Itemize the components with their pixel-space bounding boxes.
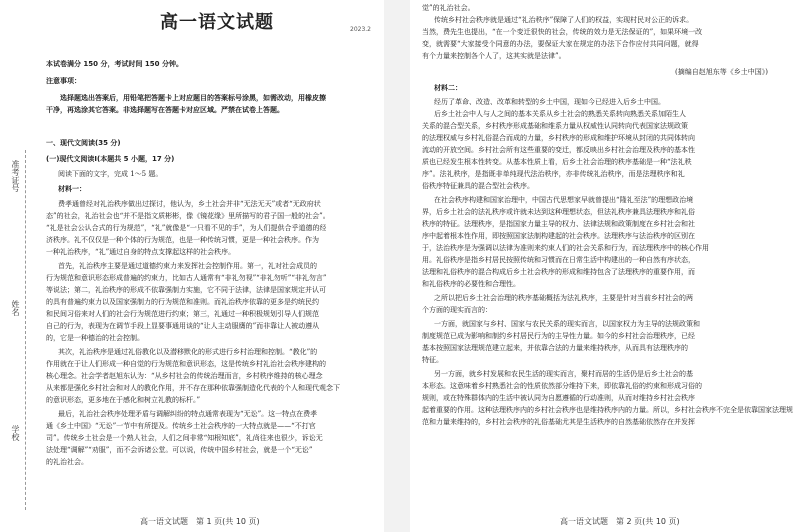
school-label: 学校 [11, 425, 20, 441]
text-line: 序中起着根本性作用，即按照国家法制构建起的社会秩序。法理秩序与法治秩序的区别在 [422, 232, 695, 240]
text-line: 之所以把后乡土社会治理的秩序基础概括为法礼秩序，主要是针对当前乡村社会的两 [434, 294, 693, 302]
text-line: 后乡土社会中人与人之间的基本关系从乡土社会的熟悉关系转向熟悉关系加陌生人 [434, 110, 686, 118]
text-line: 司”。传统乡土社会是一个熟人社会，人们之间非常“知根知底”，礼尚往来也很少，诉讼无 [46, 434, 323, 442]
text-line: 起着重要的作用。这种法理秩序内的乡村社会秩序也是维持秩序内的力量。所以，乡村社会秩序不完全是依靠国家法理规 [422, 406, 793, 414]
text-line: 俗秩序特征兼具的混合型社会秩序。 [422, 182, 534, 190]
text-line: 序”。法礼秩序，是指既非单纯现代法治秩序，亦非传统礼治秩序，而是法理秩序和礼 [422, 170, 685, 178]
binding-line [25, 150, 27, 510]
text-line: 特征。 [422, 356, 443, 364]
name-label: 姓名 [11, 300, 20, 316]
page-gutter [384, 0, 410, 532]
notes-line-2: 干净，再选涂其它答案。非选择题写在答题卡对应区域。严禁在试卷上答题。 [46, 106, 284, 114]
text-line: 关系的混合型关系，乡村秩序形成基础和维系力量从权威性认同转向代表国家法规政策 [422, 122, 688, 130]
text-line: 变，就需要“大家接受个同意的办法，要保证大家在规定的办法下合作应付共同问题，就得 [422, 40, 699, 48]
text-line: “礼是社会公认合式的行为规范”，“礼”就像是“一只看不见的手”，为人们提供合乎道德的经 [46, 224, 327, 232]
text-line: 自己的行为，表现为在调节手段上显要事通用谈的“让人主动服膺的”而非靠让人被动遵从 [46, 322, 320, 330]
text-line: 的意识形态，更多地在于感化和树立礼教的标杆。” [46, 396, 201, 404]
text-line: 当然，费先生也提出，“在一个变迁很快的社会，传统的效力是无法保证的”，如果环境一改 [422, 28, 703, 36]
text-line: 态”的社会，礼治社会也“并不是指文质彬彬，像《镜花缘》里所描写的君子国一般的社会”。 [46, 212, 330, 220]
reading-intro: 阅读下面的文字，完成 1～5 题。 [58, 170, 163, 178]
text-line: 的具有普遍约束力以及国家强制力的行为规范和准则。而礼治秩序依靠的更多是约统民约 [46, 298, 319, 306]
text-line: 另一方面，就乡村发展和农民生活的现实而言，聚村而居的生活仍是后乡土社会的基 [434, 370, 693, 378]
notes-heading: 注意事项： [46, 77, 81, 85]
text-line: 一种礼治秩序，“礼”通过自身的特点支撑起这样的社会秩序。 [46, 248, 236, 256]
text-line: 和礼俗秩序的必要性和合理性。 [422, 280, 520, 288]
text-line: 本形态。这意味着乡村熟悉社会的性质依然部分维持下来，即依靠礼俗的约束和形成习俗的 [422, 382, 702, 390]
text-line: 界，后乡土社会的法礼秩序或许就未达到这种理想状态，但法礼秩序兼具法理秩序和礼俗 [422, 208, 695, 216]
material-1-label: 材料一： [58, 185, 86, 193]
text-line: 在社会秩序构建和国家治理中，中国古代思想家早就曾提出“隆礼至法”的理想政治境 [434, 196, 694, 204]
text-line: 于，法治秩序是为强调以法律为准则来约束人们的社会关系和行为，而法理秩序中的核心作用 [422, 244, 709, 252]
text-line: 用。礼俗秩序是指乡村居民按照传统和习惯而在日常生活中构建出的一种自然有序状态， [422, 256, 695, 264]
notes-line-1: 选择题选出答案后，用铅笔把答题卡上对应题目的答案标号涂黑，如需改动，用橡皮擦 [60, 94, 326, 102]
material-2-label: 材料二： [434, 84, 462, 92]
page-2 [410, 0, 794, 532]
text-line: 秩序的特征。法理秩序，是指国家力量主导的权力、法律法规和政策制度在乡村社会和社 [422, 220, 695, 228]
section-heading: 一、现代文阅读(35 分) [46, 139, 121, 147]
text-line: 的，它是一种德治的社会控制。 [46, 334, 144, 342]
page-2-footer: 高一语文试题 第 2 页(共 10 页) [560, 517, 680, 526]
score-note: 本试卷满分 150 分，考试时间 150 分钟。 [46, 60, 183, 68]
text-line: 作用就在于让人们形成一种自觉的行为规范和意识形态，这是传统乡村礼治社会秩序建构的 [46, 360, 326, 368]
text-line: 范和力量来维持的，乡村社会秩序的礼俗基础尤其是生活秩序的自然基础依然存在并发挥 [422, 418, 695, 426]
text-line: 一方面，就国家与乡村、国家与农民关系的现实而言，以国家权力为主导的法规政策和 [434, 320, 700, 328]
text-line: 济秩序。礼不仅仅是一种个体的行为规范，也是一种传统习惯，更是一种社会秩序。作为 [46, 236, 319, 244]
text-line: 其次，礼治秩序是通过礼俗教化以及潜移默化的形式进行乡村治理和控制。“教化”的 [58, 348, 318, 356]
text-line: 制度规范已成为影响和制约乡村居民行为的主导性力量。如今的乡村社会治理秩序，已经 [422, 332, 695, 340]
text-line: 最后，礼治社会秩序处理矛盾与调解纠纷的特点通常表现为“无讼”。这一特点在费孝 [58, 410, 318, 418]
text-line: 法处理“调解”“劝服”，而不会诉诸公堂。可以说，传统中国乡村社会，就是一个“无讼” [46, 446, 313, 454]
text-line: 行为规范和意识形态形成普遍的约束力，比如古人通常有“非礼勿视”“非礼勿听”“非礼勿言” [46, 274, 327, 282]
text-line: 核心理念。社会学者赵旭东认为：“从乡村社会的传统治理而言，乡村秩序维持的核心理念 [46, 372, 323, 380]
text-line: 流动的开放空间。乡村社会所有这些重要的变迁，都反映出乡村社会治理及秩序的基本性 [422, 146, 695, 154]
text-line: 费孝通曾经对礼治秩序做出过探讨，他认为，乡土社会并非“无法无天”或者“无政府状 [58, 200, 321, 208]
text-line: 有个力量来控制各个人了，这其实就是法律”。 [422, 52, 566, 60]
text-line: 法理和礼俗秩序的混合构成后乡土社会秩序的形成和维持包含了法理秩序的重要作用，而 [422, 268, 695, 276]
page-1 [0, 0, 384, 532]
text-line: 质也已经发生根本性转变。从基本性质上看，后乡土社会治理的秩序基础是一种“法礼秩 [422, 158, 692, 166]
exam-id-label: 准考证号 [11, 160, 20, 192]
citation: (摘编自赵旭东等《乡土中国》) [675, 68, 768, 76]
text-line: 等说法；第二，礼治秩序的形成不依靠强制力实施，它不同于法律，法律是国家规定并认可 [46, 286, 326, 294]
page-1-footer: 高一语文试题 第 1 页(共 10 页) [140, 517, 260, 526]
text-line: 规则，或在特殊群体内的生活中被认同为自愿遵循的行动准则，从而对维持乡村社会秩序 [422, 394, 695, 402]
text-line: 个方面的现实而言的： [422, 306, 492, 314]
text-line: 经历了革命、改造、改革和转型的乡土中国，现如今已经进入后乡土中国。 [434, 98, 665, 106]
text-line: 传统乡村社会秩序就是通过“礼治秩序”保障了人们的权益，实现村民对公正的诉求。 [434, 16, 694, 24]
text-line: 从来都是强化乡村社会和对人的教化作用，并不存在那种依靠强制造化代表的个人和现代观念下 [46, 384, 340, 392]
text-line: 首先，礼治秩序主要是通过道德约束力来发挥社会控制作用。第一，礼对社会成员的 [58, 262, 317, 270]
text-line: 和民间习俗来对人们的社会行为规范进行约束；第三，礼通过一种积极规划引导人们规范 [46, 310, 319, 318]
exam-date: 2023.2 [350, 26, 371, 33]
text-line: 的法理权威与乡村礼俗混合而成的力量，乡村秩序的形成和维护环境从封闭的共同体转向 [422, 134, 695, 142]
text-line: 基本按照国家法理规范建立起来，并依靠合法的力量来维持秩序，从而具有法理秩序的 [422, 344, 688, 352]
subsection-heading: (一)现代文阅读Ⅰ(本题共 5 小题，17 分) [46, 155, 175, 163]
text-line: 的礼治社会。 [46, 458, 88, 466]
text-line: 觉”的礼治社会。 [422, 4, 475, 12]
exam-title: 高一语文试题 [160, 12, 274, 33]
text-line: 通《乡土中国》“无讼”一节中有所提及。传统乡土社会秩序的一大特点就是——“不打官 [46, 422, 316, 430]
